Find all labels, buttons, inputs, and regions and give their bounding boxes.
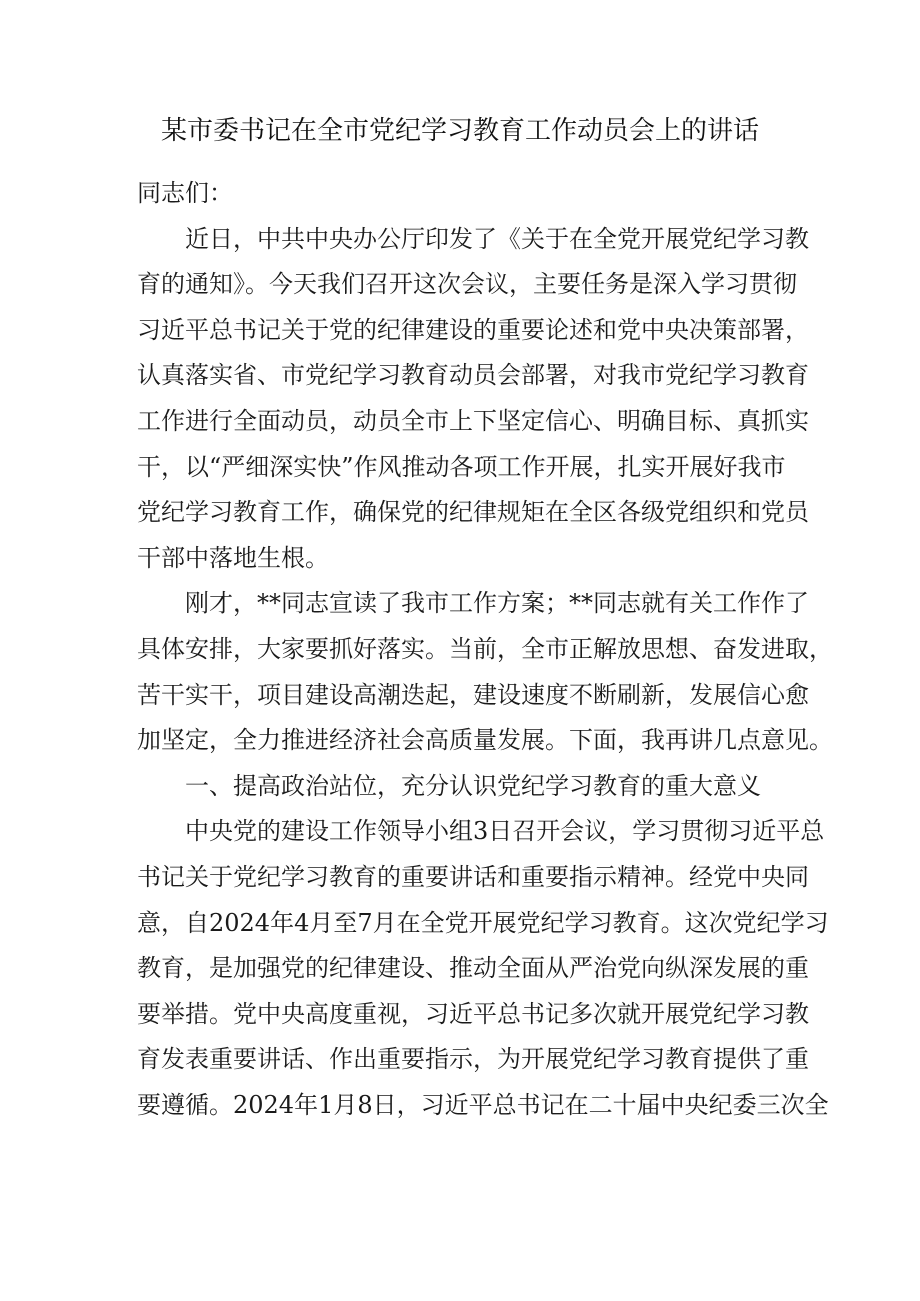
document-title: 某市委书记在全市党纪学习教育工作动员会上的讲话 [160, 116, 759, 146]
paragraph-2-line: 具体安排，大家要抓好落实。当前，全市正解放思想、奋发进取， [137, 634, 833, 663]
paragraph-2 [137, 581, 833, 763]
paragraph-3-line: 教育，是加强党的纪律建设、推动全面从严治党向纵深发展的重 [137, 954, 809, 983]
paragraph-1-line: 干，以“严细深实快”作风推动各项工作开展，扎实开展好我市 [137, 452, 786, 481]
paragraph-1-line: 党纪学习教育工作，确保党的纪律规矩在全区各级党组织和党员 [137, 498, 809, 527]
paragraph-3-line: 要遵循。2024年1月8日，习近平总书记在二十届中央纪委三次全 [137, 1090, 829, 1119]
paragraph-1-line: 习近平总书记关于党的纪律建设的重要论述和党中央决策部署， [137, 315, 809, 344]
paragraph-1-line: 工作进行全面动员，动员全市上下坚定信心、明确目标、真抓实 [137, 406, 809, 435]
document-body [137, 171, 833, 1128]
paragraph-2-line: 刚才，**同志宣读了我市工作方案；**同志就有关工作作了 [185, 589, 809, 618]
paragraph-3-line: 意，自2024年4月至7月在全党开展党纪学习教育。这次党纪学习 [137, 908, 829, 937]
paragraph-1 [137, 217, 809, 582]
paragraph-1-line: 干部中落地生根。 [137, 543, 329, 572]
paragraph-1-line: 育的通知》。今天我们召开这次会议，主要任务是深入学习贯彻 [137, 270, 797, 299]
salutation: 同志们： [137, 179, 233, 207]
section-heading: 一、提高政治站位，充分认识党纪学习教育的重大意义 [185, 771, 761, 800]
paragraph-2-line: 加坚定，全力推进经济社会高质量发展。下面，我再讲几点意见。 [137, 726, 833, 755]
paragraph-3-line: 育发表重要讲话、作出重要指示，为开展党纪学习教育提供了重 [137, 1045, 809, 1074]
paragraph-2-line: 苦干实干，项目建设高潮迭起，建设速度不断刷新，发展信心愈 [137, 680, 809, 709]
paragraph-3-line: 书记关于党纪学习教育的重要讲话和重要指示精神。经党中央同 [137, 862, 809, 891]
paragraph-1-line: 认真落实省、市党纪学习教育动员会部署，对我市党纪学习教育 [137, 361, 809, 390]
paragraph-3-line: 中央党的建设工作领导小组3日召开会议，学习贯彻习近平总 [185, 817, 825, 846]
paragraph-3 [137, 809, 829, 1128]
paragraph-3-line: 要举措。党中央高度重视，习近平总书记多次就开展党纪学习教 [137, 999, 809, 1028]
paragraph-1-line: 近日，中共中央办公厅印发了《关于在全党开展党纪学习教 [185, 224, 809, 253]
